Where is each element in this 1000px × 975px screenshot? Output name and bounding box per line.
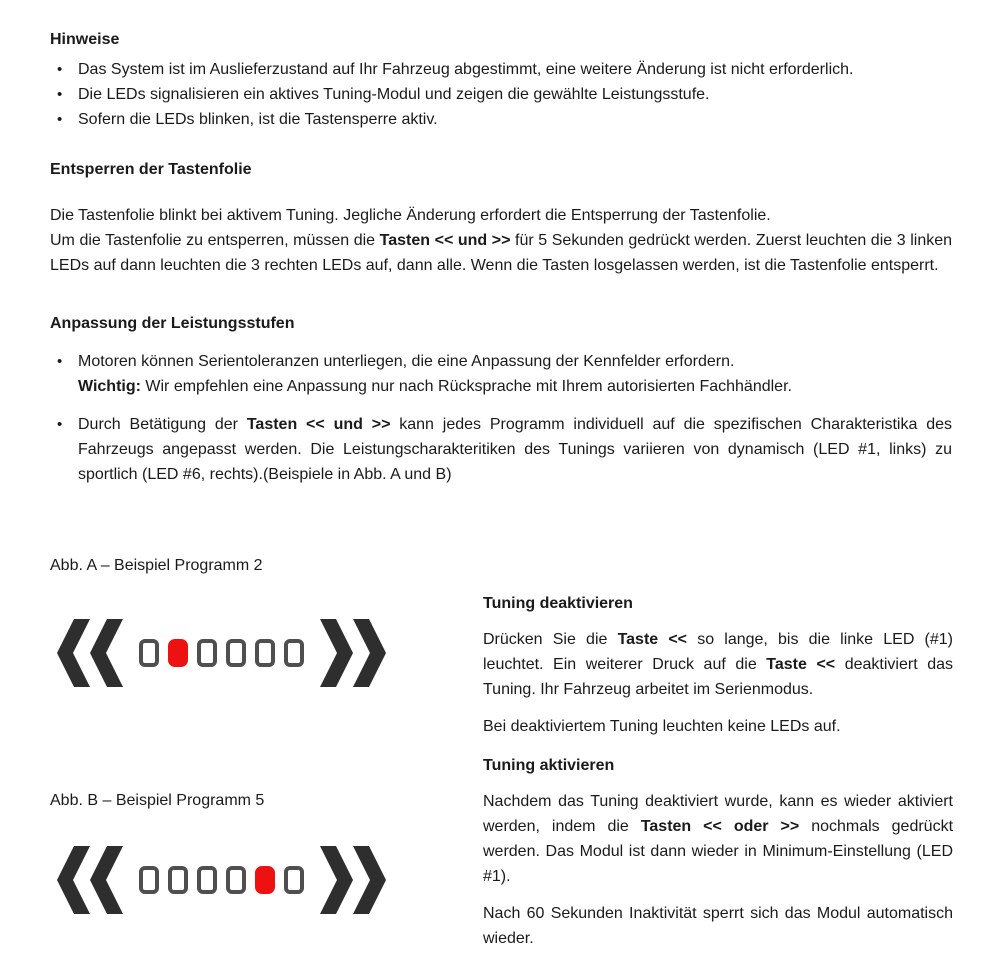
anpassung-bullet-list (50, 349, 952, 487)
section-title-anpassung: Anpassung der Leistungsstufen (50, 315, 295, 332)
list-item: • Das System ist im Auslieferzustand auf Ihr Fahrzeug abgestimmt, eine weitere Änderung ist nicht erforderlich. (50, 57, 952, 82)
text-run: Drücken Sie die (483, 631, 618, 648)
led-indicator-2 (168, 866, 188, 894)
paragraph (483, 627, 953, 702)
text-line: • Motoren können Serientoleranzen unterliegen, die eine Anpassung der Kennfelder erfordern. (78, 353, 735, 370)
paragraph: Bei deaktiviertem Tuning leuchten keine LEDs auf. (483, 718, 841, 735)
figure-a-led-row (139, 639, 304, 667)
right-instruction-column (483, 594, 953, 963)
led-indicator-1 (139, 639, 159, 667)
section-title-hinweise: Hinweise (50, 31, 120, 48)
list-item: • Sofern die LEDs blinken, ist die Tastensperre aktiv. (50, 107, 952, 132)
led-indicator-4 (226, 639, 246, 667)
paragraph: Nach 60 Sekunden Inaktivität sperrt sich das Modul automatisch wieder. (483, 905, 953, 947)
led-indicator-5 (255, 639, 275, 667)
text-line (78, 374, 952, 399)
double-chevron-right-icon (320, 846, 386, 914)
double-chevron-left-icon (57, 846, 123, 914)
bold-text-run: Taste << (617, 631, 688, 648)
list-item (50, 412, 952, 487)
text-run: kann jedes Programm individuell auf die spezifischen Charakteristika des Fahrzeugs angepasst werden. Die Leistungscharakteritiken des Tunings variieren von dynamisch (LED #1, links) zu sportlich (LED #6, rechts).(Beispiele in Abb. A und B) (78, 416, 952, 483)
led-indicator-6 (284, 639, 304, 667)
double-chevron-left-icon (57, 619, 123, 687)
heading-tuning-deaktivieren: Tuning deaktivieren (483, 595, 633, 612)
figure-b-caption: Abb. B – Beispiel Programm 5 (50, 792, 265, 809)
paragraph (483, 789, 953, 889)
bold-text-run: Taste << (766, 656, 836, 673)
bold-text-run: Wichtig: (78, 378, 141, 395)
double-chevron-right-icon (320, 619, 386, 687)
led-indicator-4 (226, 866, 246, 894)
led-indicator-3 (197, 639, 217, 667)
section-hinweise (50, 30, 952, 132)
text-run: Wir empfehlen eine Anpassung nur nach Rücksprache mit Ihrem autorisierten Fachhändler. (140, 378, 792, 395)
figure-a-led-panel (57, 619, 386, 687)
text-run: für 5 Sekunden gedrückt werden. Zuerst leuchten die 3 linken LEDs auf dann leuchten die 3 rechten LEDs auf, dann alle. Wenn die Tasten losgelassen werden, ist die Tastenfolie entsperrt. (50, 232, 953, 274)
hinweise-bullet-list (50, 57, 952, 132)
text-run: deaktiviert das Tuning. Ihr Fahrzeug arbeitet im Serienmodus. (483, 656, 954, 698)
bold-text-run: Tasten << oder >> (640, 818, 800, 835)
text-run: nochmals gedrückt werden. Das Modul ist dann wieder in Minimum-Einstellung (LED #1). (483, 818, 954, 885)
figure-b-led-panel (57, 846, 386, 914)
figure-a-caption: Abb. A – Beispiel Programm 2 (50, 557, 263, 574)
led-indicator-6 (284, 866, 304, 894)
led-indicator-5 (255, 866, 275, 894)
paragraph: Die Tastenfolie blinkt bei aktivem Tuning. Jegliche Änderung erfordert die Entsperrung der Tastenfolie. (50, 207, 771, 224)
list-item (50, 349, 952, 399)
led-indicator-2 (168, 639, 188, 667)
bold-text-run: Tasten << und >> (246, 416, 391, 433)
figure-b-led-row (139, 866, 304, 894)
section-anpassung (50, 314, 952, 487)
led-indicator-3 (197, 866, 217, 894)
text-run: Um die Tastenfolie zu entsperren, müssen die (50, 232, 380, 249)
section-title-entsperren: Entsperren der Tastenfolie (50, 161, 252, 178)
text-run: Durch Betätigung der (78, 416, 247, 433)
text-run: so lange, bis die linke LED (#1) leuchtet. Ein weiterer Druck auf die (483, 631, 953, 673)
led-indicator-1 (139, 866, 159, 894)
text-run: Nachdem das Tuning deaktiviert wurde, kann es wieder aktiviert werden, indem die (483, 793, 953, 835)
heading-tuning-aktivieren: Tuning aktivieren (483, 757, 615, 774)
list-item: • Die LEDs signalisieren ein aktives Tuning-Modul und zeigen die gewählte Leistungsstufe. (50, 82, 952, 107)
section-entsperren (50, 160, 952, 278)
paragraph (50, 228, 952, 278)
bold-text-run: Tasten << und >> (379, 232, 511, 249)
